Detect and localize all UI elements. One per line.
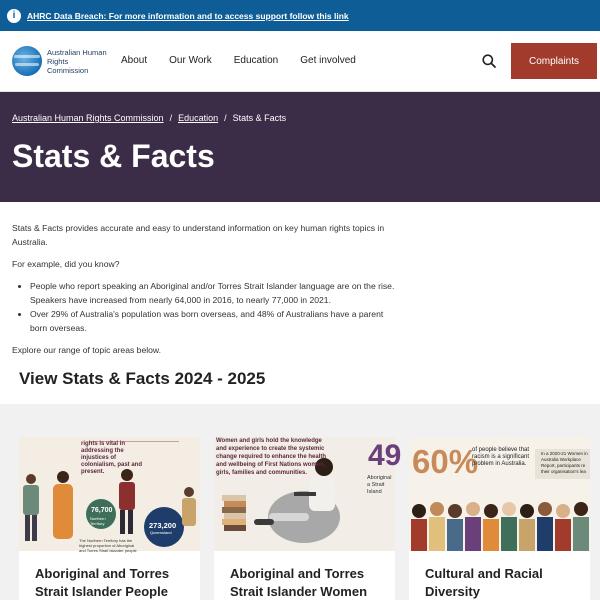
card-image-caption: The Northern Territory has the highest proportion of Aboriginal and Torres Strait Islander people — [79, 538, 137, 553]
card-image-stat: 60% — [412, 443, 479, 480]
card-image-side-text: In a 2020-21 Women in Australia Workplace Report, participants re their organisation's lea — [541, 451, 588, 474]
main-nav — [121, 55, 378, 66]
nav-item-about[interactable]: About — [121, 55, 148, 66]
intro-paragraph: Stats & Facts provides accurate and easy to understand information on key human rights topics in Australia. — [12, 223, 385, 247]
card-image-side-text: Aboriginal a Strait Island — [367, 475, 392, 495]
facts-list — [30, 279, 396, 335]
card-image-stat-label: Northern Territory — [90, 516, 106, 526]
site-header — [0, 31, 600, 92]
breadcrumb-current: Stats & Facts — [232, 113, 287, 123]
card-image-stat: 273,200 — [149, 521, 177, 530]
nav-item-education[interactable]: Education — [233, 55, 279, 66]
card-title[interactable]: Aboriginal and Torres Strait Islander People — [35, 566, 170, 599]
card-image-text: of people believe that racism is a significant problem in Australia. — [472, 447, 530, 467]
card-image-text: rights is vital in addressing the injustices of colonialism, past and present. — [81, 441, 143, 475]
topic-card-aboriginal-women[interactable] — [214, 437, 402, 600]
breadcrumb-separator: / — [224, 113, 227, 123]
topic-card-cultural-diversity[interactable] — [409, 437, 590, 600]
card-image-stat: 49 — [368, 439, 402, 472]
search-icon[interactable] — [482, 54, 496, 68]
card-image-stat-label: Queensland — [150, 530, 172, 535]
page-hero — [0, 92, 600, 202]
info-icon: i — [7, 9, 21, 23]
card-image-stat: 76,700 — [91, 507, 113, 514]
nav-item-our-work[interactable]: Our Work — [169, 55, 212, 66]
card-image — [214, 437, 402, 551]
breadcrumb-separator: / — [169, 113, 173, 123]
logo-globe-icon — [12, 46, 42, 76]
logo-text: Australian Human Rights Commission — [47, 47, 107, 75]
nav-item-get-involved[interactable]: Get involved — [300, 55, 356, 66]
breadcrumb-home[interactable]: Australian Human Rights Commission — [12, 113, 164, 123]
explore-paragraph: Explore our range of topic areas below. — [12, 345, 162, 355]
example-lead: For example, did you know? — [12, 259, 120, 269]
breadcrumb-education[interactable]: Education — [178, 113, 219, 123]
list-item: • Over 29% of Australia's population was born overseas, and 48% of Australians have a parent born overseas. — [30, 307, 396, 335]
alert-bar[interactable] — [0, 0, 600, 31]
alert-link[interactable]: AHRC Data Breach: For more information and to access support follow this link — [27, 10, 349, 21]
card-title[interactable]: Cultural and Racial Diversity — [425, 566, 543, 599]
card-image — [409, 437, 590, 551]
card-title[interactable]: Aboriginal and Torres Strait Islander Women — [230, 566, 368, 599]
site-logo[interactable] — [12, 46, 107, 76]
breadcrumb — [12, 113, 286, 123]
card-image-text: Women and girls hold the knowledge and experience to create the systemic change required to enhance the health and wellbeing of First Nations women, girls, families and communities. — [216, 438, 327, 476]
complaints-button[interactable]: Complaints — [511, 43, 597, 79]
list-item: • People who report speaking an Aboriginal and/or Torres Strait Islander language are on the rise. Speakers have increased from nearly 64,000 in 2016, to nearly 77,000 in 2021. — [30, 279, 396, 307]
section-title: View Stats & Facts 2024 - 2025 — [19, 369, 266, 388]
intro-content — [12, 221, 396, 365]
card-image — [19, 437, 200, 551]
topic-card-aboriginal-people[interactable] — [19, 437, 200, 600]
page-title: Stats & Facts — [12, 138, 215, 174]
